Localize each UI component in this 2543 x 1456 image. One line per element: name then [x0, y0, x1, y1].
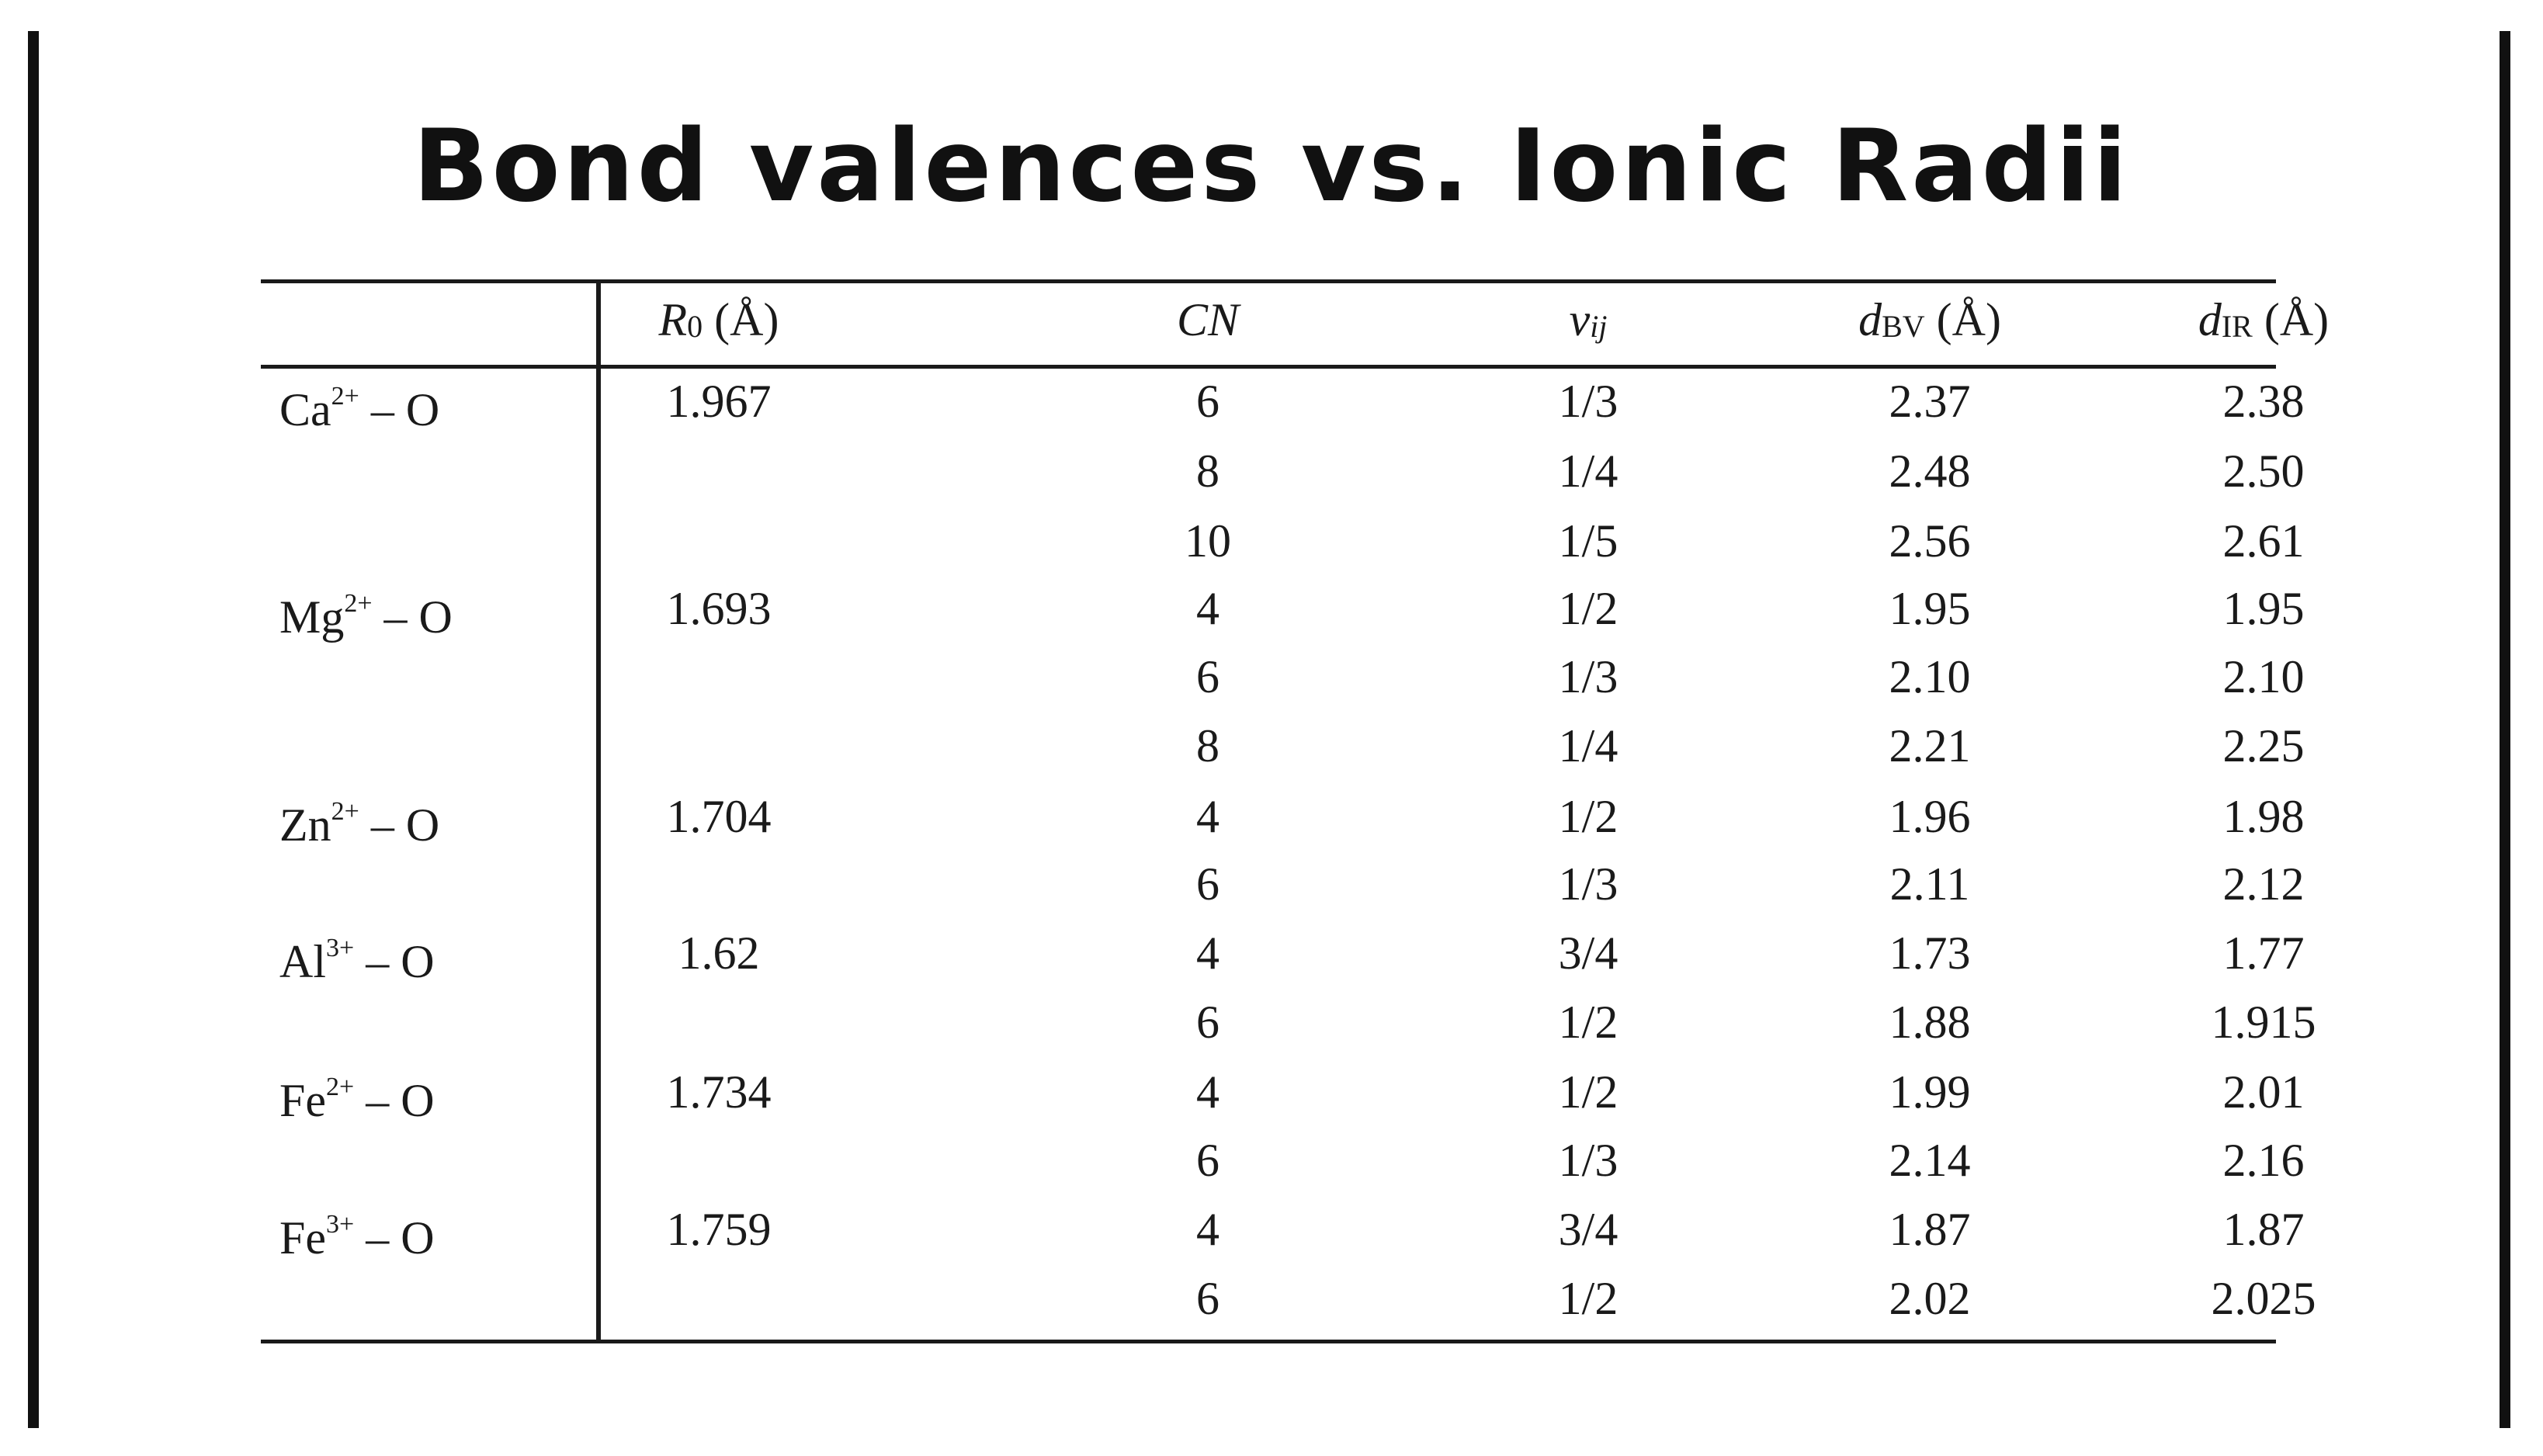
- dir-value: 1.77: [2222, 927, 2305, 979]
- cn-value: 10: [1185, 515, 1231, 567]
- anion-symbol: – O: [359, 799, 440, 851]
- dir-value: 2.16: [2222, 1135, 2305, 1186]
- cn-value: 6: [1196, 651, 1219, 702]
- cn-value: 6: [1196, 858, 1219, 910]
- cation-symbol: Fe: [279, 1212, 326, 1264]
- dir-value: 1.98: [2222, 791, 2305, 842]
- cn-value: 8: [1196, 720, 1219, 771]
- cation-symbol: Fe: [279, 1075, 326, 1126]
- header-vij: $v_{ij}$: [1569, 294, 1608, 345]
- dir-value: 2.25: [2222, 720, 2305, 771]
- table-row: [261, 1266, 2316, 1336]
- cn-value: 6: [1196, 1135, 1219, 1186]
- r0-value: 1.759: [666, 1204, 772, 1255]
- header-r0: $R_0$ (Å): [658, 294, 779, 345]
- dir-value: 2.61: [2222, 515, 2305, 567]
- cn-value: 4: [1196, 1066, 1219, 1118]
- dbv-value: 2.10: [1889, 651, 1971, 702]
- dbv-value: 1.87: [1889, 1204, 1971, 1255]
- anion-symbol: – O: [354, 1212, 435, 1264]
- bond-label: [279, 585, 590, 643]
- vij-value: 1/3: [1558, 376, 1618, 427]
- cn-value: 8: [1196, 445, 1219, 497]
- cation-symbol: Zn: [279, 799, 331, 851]
- table-row: [261, 990, 2316, 1059]
- cation-charge: 2+: [331, 382, 359, 411]
- vij-value: 1/2: [1558, 791, 1618, 842]
- table-row: [261, 1197, 2305, 1267]
- table-row: [261, 920, 2305, 990]
- vij-value: 1/5: [1558, 515, 1618, 567]
- cn-value: 6: [1196, 376, 1219, 427]
- vij-value: 1/3: [1558, 1135, 1618, 1186]
- left-border-bar: [28, 31, 39, 1428]
- cation-symbol: Al: [279, 936, 326, 987]
- vij-value: 3/4: [1558, 927, 1618, 979]
- dir-value: 2.50: [2222, 445, 2305, 497]
- vij-value: 1/2: [1558, 583, 1618, 634]
- vij-value: 1/4: [1558, 720, 1618, 771]
- table-header-row: [261, 279, 2330, 365]
- table-row: [261, 1059, 2305, 1129]
- cn-value: 4: [1196, 791, 1219, 842]
- cation-charge: 2+: [344, 589, 373, 618]
- dbv-value: 2.56: [1889, 515, 1971, 567]
- dbv-value: 2.21: [1889, 720, 1971, 771]
- dir-value: 1.87: [2222, 1204, 2305, 1255]
- dbv-value: 1.88: [1889, 997, 1971, 1048]
- table-row: [261, 576, 2305, 646]
- bond-label: [279, 378, 590, 433]
- table-row: [261, 851, 2305, 921]
- vij-value: 1/2: [1558, 1273, 1618, 1324]
- table-row: [261, 439, 2305, 508]
- slide-title: Bond valences vs. Ionic Radii: [413, 109, 2130, 224]
- cn-value: 4: [1196, 1204, 1219, 1255]
- dir-value: 2.025: [2211, 1273, 2316, 1324]
- bond-label: [279, 930, 590, 985]
- header-dbv: $d_{BV}$ (Å): [1858, 294, 2001, 345]
- bond-label: [279, 793, 590, 851]
- cn-value: 4: [1196, 583, 1219, 634]
- anion-symbol: – O: [359, 384, 440, 435]
- dir-value: 2.10: [2222, 651, 2305, 702]
- r0-value: 1.693: [666, 583, 772, 634]
- cation-charge: 3+: [326, 1210, 355, 1239]
- table-row: [261, 369, 2305, 439]
- dbv-value: 1.73: [1889, 927, 1971, 979]
- table-row: [261, 784, 2305, 854]
- cation-charge: 2+: [331, 797, 359, 826]
- table-row: [261, 508, 2305, 578]
- vij-value: 1/2: [1558, 1066, 1618, 1118]
- cn-value: 4: [1196, 927, 1219, 979]
- dbv-value: 1.99: [1889, 1066, 1971, 1118]
- right-border-bar: [2500, 31, 2510, 1428]
- header-cn: CN: [1176, 294, 1240, 345]
- anion-symbol: – O: [372, 591, 453, 643]
- dir-value: 2.01: [2222, 1066, 2305, 1118]
- dbv-value: 2.14: [1889, 1135, 1971, 1186]
- table-row: [261, 713, 2305, 783]
- cation-charge: 3+: [326, 934, 355, 962]
- dbv-value: 1.96: [1889, 791, 1971, 842]
- dbv-value: 2.48: [1889, 445, 1971, 497]
- table-bottom-rule: [261, 1340, 2276, 1343]
- dbv-value: 2.02: [1889, 1273, 1971, 1324]
- dir-value: 1.95: [2222, 583, 2305, 634]
- dir-value: 2.38: [2222, 376, 2305, 427]
- header-dir: $d_{IR}$ (Å): [2198, 294, 2330, 345]
- bond-label: [279, 1069, 590, 1124]
- bond-label: [279, 1206, 590, 1264]
- vij-value: 1/3: [1558, 858, 1618, 910]
- r0-value: 1.704: [666, 791, 772, 842]
- cation-symbol: Ca: [279, 384, 331, 435]
- dbv-value: 2.37: [1889, 376, 1971, 427]
- cation-charge: 2+: [326, 1073, 355, 1101]
- dir-value: 2.12: [2222, 858, 2305, 910]
- cn-value: 6: [1196, 997, 1219, 1048]
- dbv-value: 1.95: [1889, 583, 1971, 634]
- r0-value: 1.62: [678, 927, 760, 979]
- r0-value: 1.734: [666, 1066, 772, 1118]
- r0-value: 1.967: [666, 376, 772, 427]
- vij-value: 1/4: [1558, 445, 1618, 497]
- table-row: [261, 1128, 2305, 1198]
- cation-symbol: Mg: [279, 591, 345, 643]
- vij-value: 1/2: [1558, 997, 1618, 1048]
- vij-value: 3/4: [1558, 1204, 1618, 1255]
- anion-symbol: – O: [354, 1075, 435, 1126]
- table-row: [261, 644, 2305, 714]
- anion-symbol: – O: [354, 936, 435, 987]
- dir-value: 1.915: [2211, 997, 2316, 1048]
- vij-value: 1/3: [1558, 651, 1618, 702]
- dbv-value: 2.11: [1889, 858, 1970, 910]
- cn-value: 6: [1196, 1273, 1219, 1324]
